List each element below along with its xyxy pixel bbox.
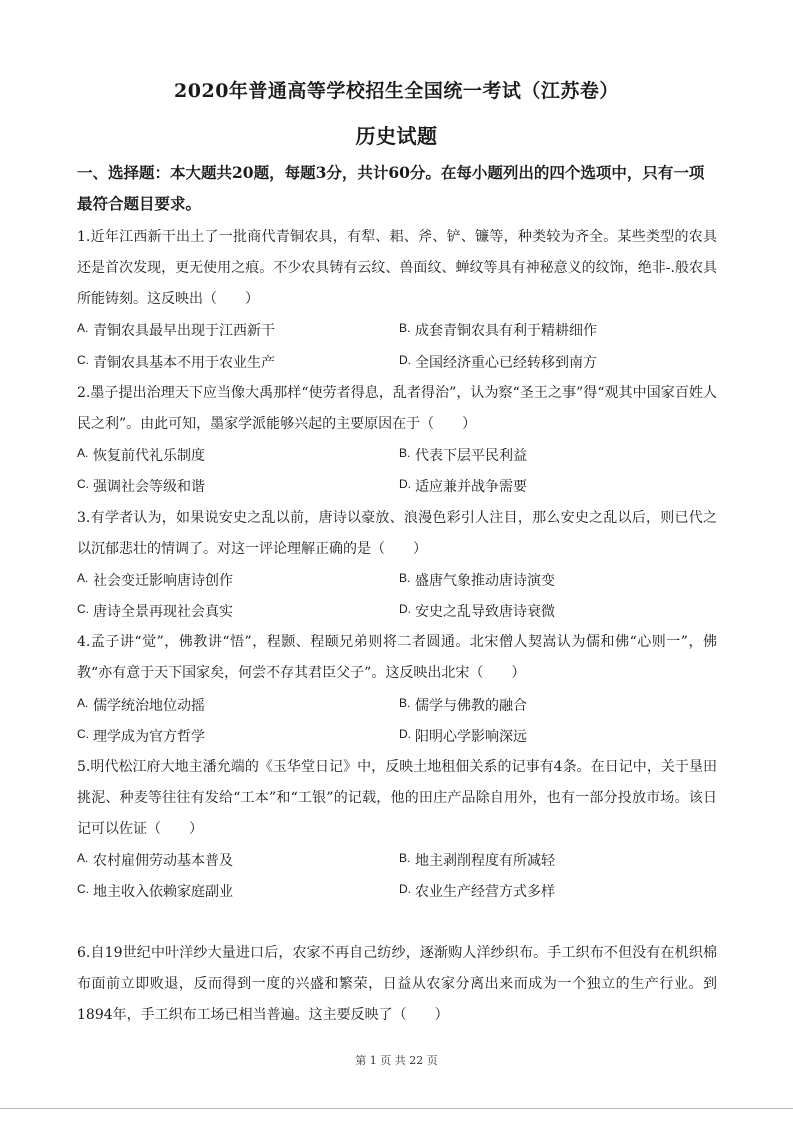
question-3-option-c <box>77 599 233 622</box>
option-text: 阳明心学影响深远 <box>415 729 527 745</box>
option-text: 恢复前代礼乐制度 <box>93 448 205 464</box>
option-letter: A. <box>77 446 89 460</box>
option-letter: A. <box>77 696 89 710</box>
question-1-option-d <box>399 350 597 373</box>
option-letter: D. <box>399 477 411 491</box>
option-letter: B. <box>399 851 411 865</box>
option-text: 成套青铜农具有利于精耕细作 <box>415 323 597 339</box>
option-letter: C. <box>77 882 89 896</box>
option-letter: B. <box>399 696 411 710</box>
option-text: 儒学统治地位动摇 <box>93 698 205 714</box>
question-4-option-b <box>399 693 527 716</box>
question-1-stem: 1.近年江西新干出土了一批商代青铜农具，有犁、耜、斧、铲、镰等，种类较为齐全。某些类型的农具还是首次发现，更无使用之痕。不少农具铸有云纹、兽面纹、蝉纹等具有神秘意义的纹饰，绝非-.般农具所能铸刻。这反映出（ ） <box>77 229 717 307</box>
bottom-divider <box>0 1108 793 1109</box>
option-text: 唐诗全景再现社会真实 <box>93 604 233 620</box>
option-text: 儒学与佛教的融合 <box>415 698 527 714</box>
subject-title: 历史试题 <box>355 124 438 148</box>
question-2-stem: 2.墨子提出治理天下应当像大禹那样“使劳者得息，乱者得治”，认为察“圣王之事”得“观其中国家百姓人民之利”。由此可知，墨家学派能够兴起的主要原因在于（ ） <box>77 385 717 432</box>
exam-title: 2020年普通高等学校招生全国统一考试（江苏卷） <box>174 80 619 102</box>
option-text: 青铜农具基本不用于农业生产 <box>93 355 275 371</box>
question-3-option-d <box>399 599 555 622</box>
page-footer: 第 1 页 共 22 页 <box>355 1054 438 1067</box>
option-letter: B. <box>399 571 411 585</box>
option-letter: D. <box>399 353 411 367</box>
option-letter: B. <box>399 321 411 335</box>
question-1-option-a <box>77 318 275 341</box>
question-2-option-d <box>399 474 527 497</box>
option-text: 安史之乱导致唐诗衰微 <box>415 604 555 620</box>
section-instructions: 一、选择题：本大题共20题，每题3分，共计60分。在每小题列出的四个选项中，只有一项最符合题目要求。 <box>77 163 705 213</box>
option-text: 地主收入依赖家庭副业 <box>93 884 233 900</box>
question-4-option-d <box>399 724 527 747</box>
question-1-option-c <box>77 350 275 373</box>
option-letter: A. <box>77 571 89 585</box>
option-text: 地主剥削程度有所减轻 <box>415 853 555 869</box>
option-text: 代表下层平民利益 <box>415 448 527 464</box>
question-6-stem: 6.自19世纪中叶洋纱大量进口后，农家不再自己纺纱，逐渐购人洋纱织布。手工织布不但没有在机织棉布面前立即败退，反而得到一度的兴盛和繁荣，日益从农家分离出来而成为一个独立的生产行业。到1894年，手工织布工场已相当普遍。这主要反映了（ ） <box>77 945 717 1023</box>
option-text: 农业生产经营方式多样 <box>415 884 555 900</box>
question-5-option-d <box>399 879 555 902</box>
option-text: 强调社会等级和谐 <box>93 479 205 495</box>
option-letter: D. <box>399 727 411 741</box>
option-text: 青铜农具最早出现于江西新干 <box>93 323 275 339</box>
question-4-stem: 4.孟子讲“觉”，佛教讲“悟”，程颢、程颐兄弟则将二者圆通。北宋僧人契嵩认为儒和佛“心则一”，佛教“亦有意于天下国家矣，何尝不存其君臣父子”。这反映出北宋（ ） <box>77 634 717 681</box>
question-4-option-a <box>77 693 205 716</box>
option-letter: D. <box>399 602 411 616</box>
option-letter: A. <box>77 321 89 335</box>
option-letter: D. <box>399 882 411 896</box>
question-3-option-b <box>399 568 555 591</box>
option-letter: C. <box>77 602 89 616</box>
question-2-option-c <box>77 474 205 497</box>
option-letter: C. <box>77 727 89 741</box>
option-text: 理学成为官方哲学 <box>93 729 205 745</box>
option-text: 全国经济重心已经转移到南方 <box>415 355 597 371</box>
option-letter: C. <box>77 353 89 367</box>
question-3-option-a <box>77 568 233 591</box>
question-4-option-c <box>77 724 205 747</box>
question-5-option-c <box>77 879 233 902</box>
option-letter: C. <box>77 477 89 491</box>
option-letter: B. <box>399 446 411 460</box>
question-2-option-b <box>399 443 527 466</box>
option-text: 适应兼并战争需要 <box>415 479 527 495</box>
option-text: 农村雇佣劳动基本普及 <box>93 853 233 869</box>
option-letter: A. <box>77 851 89 865</box>
question-5-option-b <box>399 848 555 871</box>
question-1-option-b <box>399 318 597 341</box>
option-text: 社会变迁影响唐诗创作 <box>93 573 233 589</box>
question-2-option-a <box>77 443 205 466</box>
question-5-stem: 5.明代松江府大地主潘允端的《玉华堂日记》中，反映土地租佃关系的记事有4条。在日记中，关于垦田挑泥、种麦等往往有发给“工本”和“工银”的记载，他的田庄产品除自用外，也有一部分投放市场。该日记可以佐证（ ） <box>77 759 717 837</box>
question-3-stem: 3.有学者认为，如果说安史之乱以前，唐诗以豪放、浪漫色彩引人注目，那么安史之乱以后，则已代之以沉郁悲壮的情调了。对这一评论理解正确的是（ ） <box>77 510 717 557</box>
question-5-option-a <box>77 848 233 871</box>
option-text: 盛唐气象推动唐诗演变 <box>415 573 555 589</box>
